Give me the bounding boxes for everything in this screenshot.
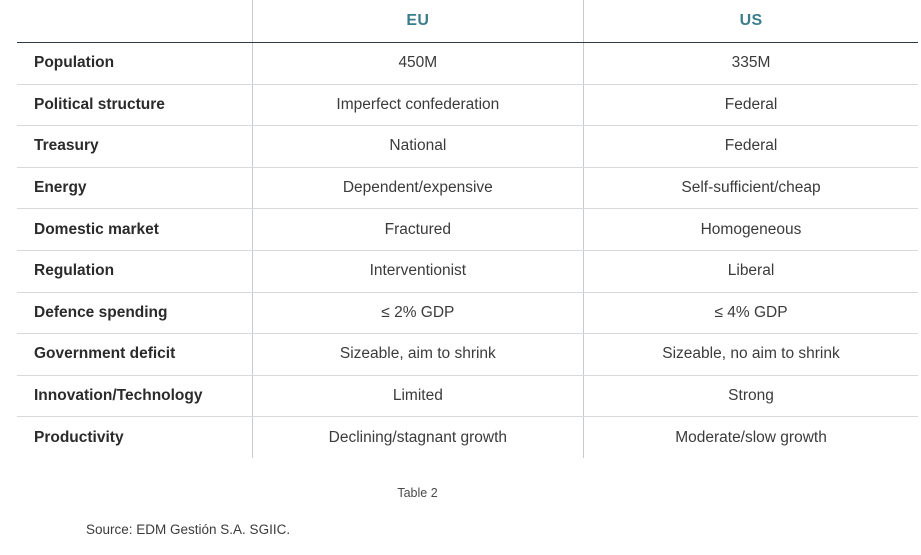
row-label: Government deficit — [17, 334, 252, 376]
row-label: Energy — [17, 167, 252, 209]
table-header-blank — [17, 0, 252, 43]
row-value-eu: Interventionist — [252, 250, 583, 292]
row-label: Defence spending — [17, 292, 252, 334]
table-header-eu: EU — [252, 0, 583, 43]
table-row — [17, 250, 918, 292]
row-value-us: Federal — [584, 84, 918, 126]
row-value-us: Self-sufficient/cheap — [584, 167, 918, 209]
eu-us-comparison-table — [17, 0, 918, 458]
row-value-eu: Declining/stagnant growth — [252, 417, 583, 458]
row-label: Innovation/Technology — [17, 375, 252, 417]
row-label: Productivity — [34, 428, 124, 446]
table-row — [17, 334, 918, 376]
table-caption: Table 2 — [397, 485, 438, 500]
table-row — [17, 167, 918, 209]
source-note: Source: EDM Gestión S.A. SGIIC. — [86, 521, 291, 537]
row-label: Political structure — [17, 84, 252, 126]
row-value-eu: Dependent/expensive — [252, 167, 583, 209]
row-value-eu: Limited — [252, 375, 583, 417]
table-row — [17, 84, 918, 126]
row-value-eu: Sizeable, aim to shrink — [252, 334, 583, 376]
table-row — [17, 126, 918, 168]
table-body — [17, 43, 918, 458]
table-header — [17, 0, 918, 43]
row-label: Treasury — [17, 126, 252, 168]
row-value-eu: National — [252, 126, 583, 168]
row-value-us: Strong — [584, 375, 918, 417]
table-row — [17, 292, 918, 334]
row-label: Population — [17, 43, 252, 85]
table-header-us: US — [584, 0, 918, 43]
table-row — [17, 43, 918, 85]
row-value-eu: Fractured — [252, 209, 583, 251]
row-value-us: Liberal — [584, 250, 918, 292]
row-label: Domestic market — [17, 209, 252, 251]
table-row — [17, 375, 918, 417]
row-value-us: 335M — [584, 43, 918, 85]
row-value-eu: ≤ 2% GDP — [252, 292, 583, 334]
row-value-eu: 450M — [252, 43, 583, 85]
row-value-us: Homogeneous — [584, 209, 918, 251]
table-row — [17, 209, 918, 251]
table-header-row — [17, 0, 918, 43]
row-value-us: Federal — [584, 126, 918, 168]
row-value-us: Sizeable, no aim to shrink — [584, 334, 918, 376]
row-value-us: Moderate/slow growth — [584, 417, 918, 458]
row-label: Regulation — [17, 250, 252, 292]
row-value-us: ≤ 4% GDP — [584, 292, 918, 334]
table-row — [17, 417, 918, 458]
row-value-eu: Imperfect confederation — [252, 84, 583, 126]
